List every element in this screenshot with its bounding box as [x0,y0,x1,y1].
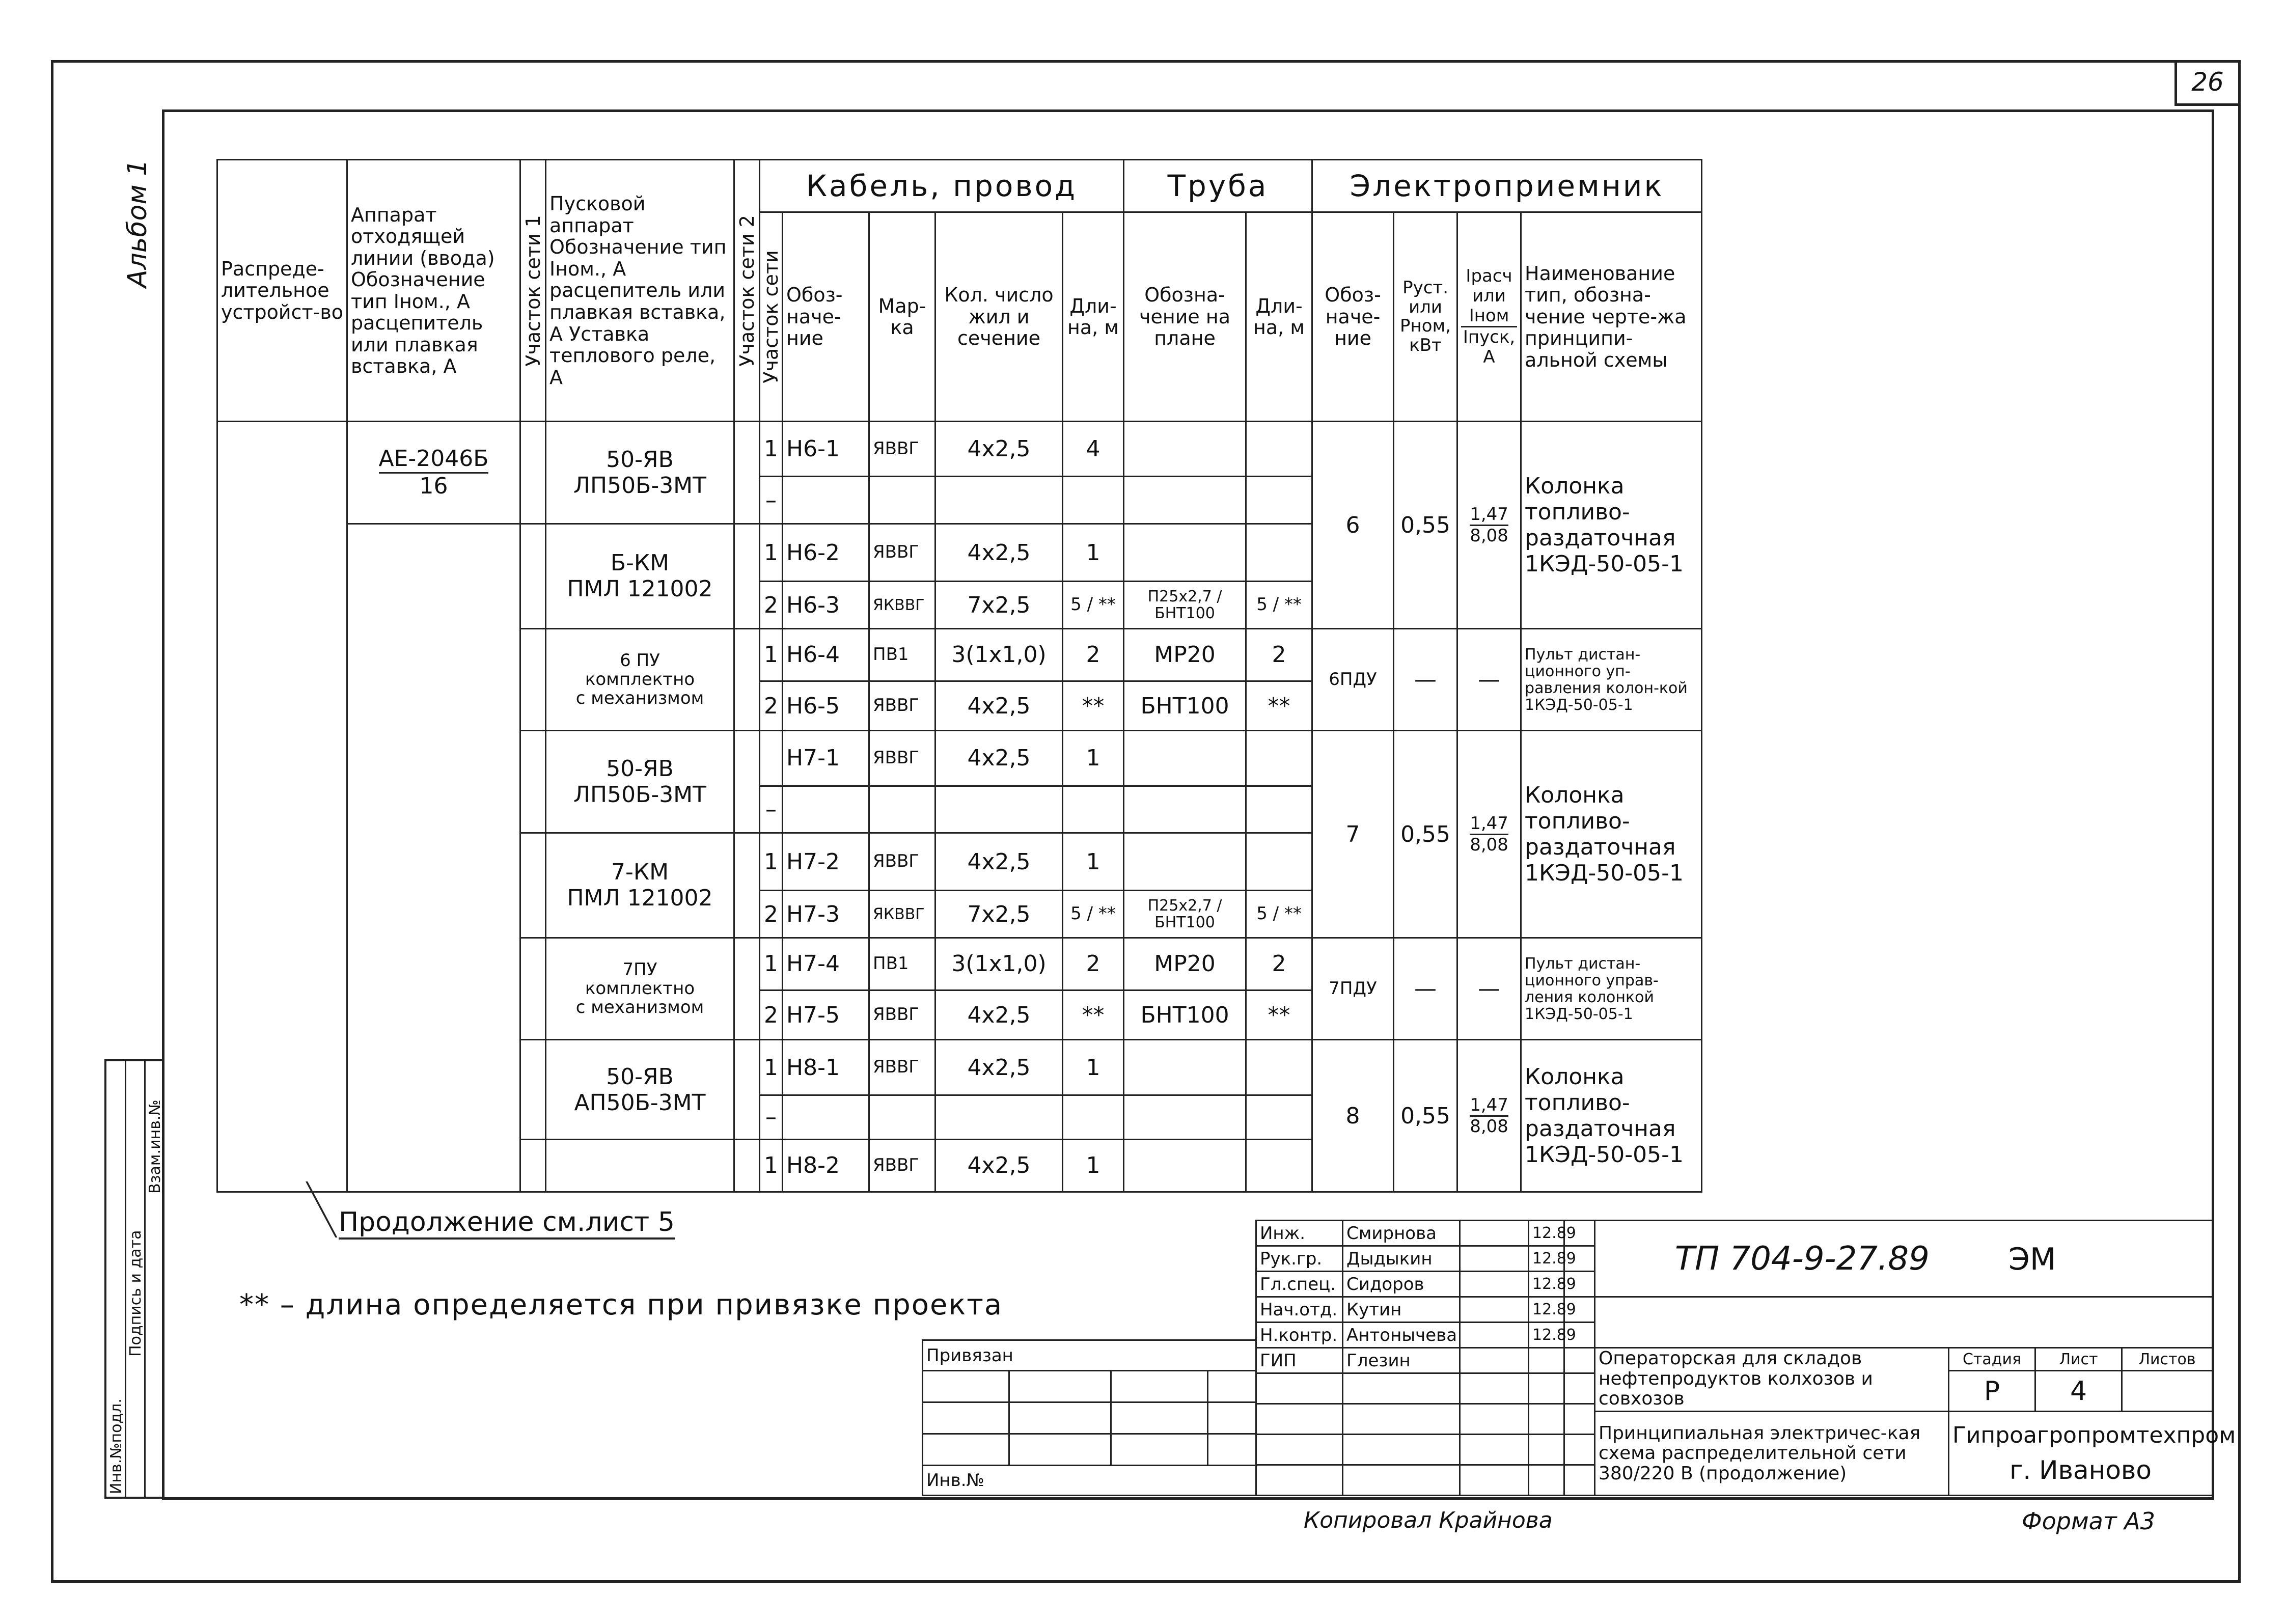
grid-cell [1343,1465,1460,1496]
cable-section: 1 [760,833,783,891]
cable-brand: ЯВВГ [869,990,935,1040]
sheet-label: Лист [2035,1348,2122,1371]
cable-length: 5 / ** [1063,891,1124,938]
cable-section: 1 [760,524,783,582]
grid-cell [1208,1434,1256,1466]
rec-current-frac [1470,814,1508,855]
hdr-starter: Пусковой аппарат Обозначение тип Iном., А расцепитель или плавкая вставка, А Уставка теплового реле, А [546,160,734,422]
sig-signature [1460,1246,1529,1272]
sig-role: ГИП [1256,1348,1343,1373]
cable-brand: ЯКВВГ [869,891,935,938]
apparatus-type: АЕ-2046Б [379,446,489,474]
sig-role: Инж. [1256,1221,1343,1246]
footnote: ** – длина определяется при привязке проекта [239,1288,1003,1322]
sig-date [1529,1348,1564,1373]
grid-cell [1009,1371,1111,1402]
pipe-length [1246,731,1312,786]
format-label: Формат А3 [2022,1507,2155,1535]
rec-current [1457,731,1521,938]
privyazan-label: Привязан [923,1340,1256,1371]
rec-name: Колонка топливо-раздаточная 1КЭД-50-05-1 [1521,1040,1702,1192]
cable-designation: Н6-5 [783,681,869,731]
rec-name: Колонка топливо-раздаточная 1КЭД-50-05-1 [1521,422,1702,628]
sig-name: Кутин [1343,1297,1460,1323]
hdr-rec-current-top: Iрасч или Iном [1461,266,1517,327]
hdr-pipe-length: Дли-на, м [1246,212,1312,422]
sig-name: Смирнова [1343,1221,1460,1246]
starter-line: 7-КМ [611,859,669,886]
grid-cell [1343,1404,1460,1435]
cable-section: 1 [760,1139,783,1192]
rec-designation: 7ПДУ [1312,938,1394,1040]
cable-designation: Н6-2 [783,524,869,582]
grid-cell [1529,1465,1564,1496]
rec-current: — [1457,628,1521,731]
hdr-section-2 [734,160,760,422]
cable-length: 1 [1063,524,1124,582]
starter-cell [546,938,734,1040]
sig-role: Гл.спец. [1256,1272,1343,1297]
sig-name: Глезин [1343,1348,1460,1373]
pipe-designation [1124,524,1246,582]
cable-section: 1 [760,938,783,990]
section2-cell [734,628,760,731]
pipe-designation [1124,786,1246,833]
hdr-rec-current-bottom: Iпуск, А [1463,327,1516,368]
cable-count: 4х2,5 [935,681,1063,731]
apparatus-cell [347,422,520,524]
rec-name: Колонка топливо-раздаточная 1КЭД-50-05-1 [1521,731,1702,938]
sig-signature [1460,1221,1529,1246]
organization: Гипроагропромтехпром [1952,1422,2236,1448]
grid-cell [1009,1434,1111,1466]
stamp-vzam-inv: Взам.инв.№ [146,1099,164,1194]
stage-label: Стадия [1949,1348,2035,1371]
hdr-cable-brand: Мар-ка [869,212,935,422]
cable-count: 3(1х1,0) [935,938,1063,990]
section1-cell [520,524,546,629]
hdr-cable-length: Дли-на, м [1063,212,1124,422]
copied-by: Копировал Крайнова [1304,1507,1553,1533]
hdr-section-2-text: Участок сети 2 [735,214,758,367]
hdr-cable-section-text: Участок сети [760,250,782,383]
starter-cell [546,1040,734,1139]
title-block [1594,1220,2236,1496]
cable-section: – [760,477,783,524]
continuation-text: Продолжение см.лист 5 [339,1207,675,1240]
sig-role: Нач.отд. [1256,1297,1343,1323]
grid-cell [1460,1435,1529,1465]
grid-cell [1256,1404,1343,1435]
sig-name: Антонычева [1343,1323,1460,1348]
cable-designation: Н7-3 [783,891,869,938]
cable-count: 4х2,5 [935,1040,1063,1095]
pipe-designation [1124,731,1246,786]
cable-length [1063,477,1124,524]
album-label [117,109,158,293]
grid-cell [1111,1402,1208,1434]
rec-power: 0,55 [1394,422,1457,628]
cable-length [1063,1095,1124,1139]
cable-section: 2 [760,891,783,938]
hdr-rec-current [1457,212,1521,422]
cable-count: 4х2,5 [935,833,1063,891]
sig-signature [1460,1297,1529,1323]
cable-brand: ЯВВГ [869,731,935,786]
grid-cell [1256,1465,1343,1496]
starter-cell [546,422,734,524]
hdr-cable-count: Кол. число жил и сечение [935,212,1063,422]
cable-length: ** [1063,990,1124,1040]
rec-current-bottom: 8,08 [1470,525,1508,546]
section1-cell [520,731,546,833]
starter-line: АП50Б-3МТ [574,1089,706,1116]
hdr-cable-group: Кабель, провод [760,160,1124,212]
cable-count: 7х2,5 [935,582,1063,629]
sig-role: Рук.гр. [1256,1246,1343,1272]
section2-cell [734,833,760,938]
section1-cell [520,628,546,731]
rec-power: — [1394,628,1457,731]
hdr-pipe-designation: Обозна-чение на плане [1124,212,1246,422]
starter-line: комплектно [585,978,695,999]
sig-signature [1460,1272,1529,1297]
section2-cell [734,1139,760,1192]
cable-designation [783,1095,869,1139]
blank-row [1595,1297,2213,1348]
dist-device-cell [217,422,347,1192]
starter-line: 50-ЯВ [606,756,674,782]
rec-power: 0,55 [1394,1040,1457,1192]
cable-count [935,1095,1063,1139]
cable-section: – [760,786,783,833]
section1-cell [520,833,546,938]
pipe-length: ** [1246,681,1312,731]
doc-mark: ЭМ [2008,1241,2056,1277]
starter-line: ПМЛ 121002 [567,885,713,912]
pipe-length: 2 [1246,938,1312,990]
grid-cell [923,1402,1009,1434]
pipe-designation [1124,1040,1246,1095]
stage-value: Р [1949,1371,2035,1412]
hdr-dist-device: Распреде-лительное устройст-во [217,160,347,422]
cable-designation [783,477,869,524]
pipe-designation [1124,422,1246,477]
section2-cell [734,524,760,629]
cable-count: 7х2,5 [935,891,1063,938]
cable-length: 1 [1063,731,1124,786]
cable-section [760,731,783,786]
cable-count: 4х2,5 [935,1139,1063,1192]
cable-brand: ПВ1 [869,938,935,990]
sig-name: Дыдыкин [1343,1246,1460,1272]
section1-cell [520,1139,546,1192]
rec-current-top: 1,47 [1470,505,1508,526]
pipe-length: 5 / ** [1246,891,1312,938]
cable-brand: ПВ1 [869,628,935,681]
cable-designation: Н6-3 [783,582,869,629]
cable-section: 2 [760,990,783,1040]
hdr-cable-section [760,212,783,422]
rec-current [1457,1040,1521,1192]
grid-cell [923,1371,1009,1402]
pipe-designation: БНТ100 [1124,681,1246,731]
pipe-length [1246,422,1312,477]
hdr-rec-name: Наименование тип, обозна-чение черте-жа принципи-альной схемы [1521,212,1702,422]
apparatus-cell-empty [347,524,520,1192]
pipe-length [1246,477,1312,524]
cable-brand: ЯВВГ [869,1139,935,1192]
section1-cell [520,938,546,1040]
hdr-cable-designation: Обоз-наче-ние [783,212,869,422]
pipe-length: 2 [1246,628,1312,681]
starter-line: Б-КМ [610,550,670,576]
cable-count: 3(1х1,0) [935,628,1063,681]
section2-cell [734,731,760,833]
grid-cell [1460,1404,1529,1435]
starter-line: ПМЛ 121002 [567,576,713,602]
section2-cell [734,938,760,1040]
object-name: Операторская для складов нефтепродуктов колхозов и совхозов [1595,1348,1949,1412]
cable-designation: Н8-2 [783,1139,869,1192]
cable-brand: ЯВВГ [869,422,935,477]
grid-cell [1564,1348,1595,1373]
cable-brand: ЯВВГ [869,681,935,731]
cable-brand: ЯКВВГ [869,582,935,629]
hdr-section-1-text: Участок сети 1 [521,214,544,367]
starter-line: 7ПУ [622,959,657,980]
grid-cell [1111,1434,1208,1466]
cable-length: ** [1063,681,1124,731]
grid-cell [1256,1373,1343,1404]
rec-current-bottom: 8,08 [1470,834,1508,855]
grid-cell [1208,1371,1256,1402]
cable-length [1063,786,1124,833]
rec-current-bottom: 8,08 [1470,1116,1508,1137]
rec-name: Пульт дистан-ционного уп-равления колон-кой 1КЭД-50-05-1 [1521,628,1702,731]
cable-section: 2 [760,582,783,629]
cable-length: 1 [1063,1040,1124,1095]
pipe-designation [1124,1095,1246,1139]
cable-brand: ЯВВГ [869,1040,935,1095]
inv-no-label: Инв.№ [923,1466,1256,1496]
sheet-value: 4 [2035,1371,2122,1412]
sig-role: Н.контр. [1256,1323,1343,1348]
pipe-length [1246,1095,1312,1139]
doc-code: ТП 704-9-27.89 [1675,1240,1930,1278]
pipe-length [1246,1139,1312,1192]
cable-designation: Н7-4 [783,938,869,990]
sig-signature [1460,1323,1529,1348]
starter-cell [546,833,734,938]
rec-current [1457,422,1521,628]
starter-line: с механизмом [575,688,704,709]
starter-line: с механизмом [575,997,704,1018]
grid-cell [1564,1404,1595,1435]
grid-cell [1208,1402,1256,1434]
starter-line: 50-ЯВ [606,1063,674,1090]
grid-cell [1256,1435,1343,1465]
sig-name: Сидоров [1343,1272,1460,1297]
cable-length: 1 [1063,1139,1124,1192]
section1-cell [520,1040,546,1139]
rec-designation: 6 [1312,422,1394,628]
grid-cell [1009,1402,1111,1434]
grid-cell [1564,1465,1595,1496]
starter-cell [546,628,734,731]
cable-brand [869,1095,935,1139]
cable-brand [869,786,935,833]
cable-designation: Н7-2 [783,833,869,891]
starter-cell [546,731,734,833]
pipe-length [1246,1040,1312,1095]
hdr-pipe-group: Труба [1124,160,1312,212]
sig-date: 12.89 [1529,1221,1564,1246]
sig-date: 12.89 [1529,1246,1564,1272]
starter-line: комплектно [585,669,695,690]
pipe-length: 5 / ** [1246,582,1312,629]
cable-length: 5 / ** [1063,582,1124,629]
starter-cell [546,524,734,629]
pipe-length [1246,833,1312,891]
rec-current: — [1457,938,1521,1040]
pipe-designation: П25х2,7 / БНТ100 [1124,891,1246,938]
rec-name: Пульт дистан-ционного управ-ления колонкой 1КЭД-50-05-1 [1521,938,1702,1040]
cable-section: – [760,1095,783,1139]
drawing-name: Принципиальная электричес-кая схема распределительной сети 380/220 В (продолжение) [1595,1412,1949,1496]
cable-count [935,477,1063,524]
cable-count: 4х2,5 [935,731,1063,786]
section2-cell [734,1040,760,1139]
cable-brand [869,477,935,524]
cable-length: 2 [1063,938,1124,990]
cable-count: 4х2,5 [935,524,1063,582]
signature-grid [1255,1220,1595,1496]
apparatus-current: 16 [419,473,448,499]
hdr-rec-current-frac [1461,266,1517,367]
grid-cell [1343,1373,1460,1404]
cable-count: 4х2,5 [935,990,1063,1040]
cable-brand: ЯВВГ [869,524,935,582]
rec-power: — [1394,938,1457,1040]
left-stamp [104,1059,164,1499]
organization-cell [1949,1412,2236,1496]
pipe-designation: БНТ100 [1124,990,1246,1040]
cable-designation: Н7-1 [783,731,869,786]
hdr-receiver-group: Электроприемник [1312,160,1702,212]
privyazan-grid [922,1339,1257,1496]
grid-cell [1529,1404,1564,1435]
continuation-note [339,1207,675,1237]
starter-line: 50-ЯВ [606,447,674,473]
section1-cell [520,422,546,524]
cable-count [935,786,1063,833]
sig-date: 12.89 [1529,1272,1564,1297]
cable-section: 1 [760,1040,783,1095]
cable-length: 4 [1063,422,1124,477]
grid-cell [1529,1435,1564,1465]
rec-designation: 7 [1312,731,1394,938]
doc-code-cell [1595,1221,2213,1297]
pipe-length [1246,786,1312,833]
cable-designation [783,786,869,833]
cable-designation: Н7-5 [783,990,869,1040]
cable-section: 1 [760,628,783,681]
pipe-length: ** [1246,990,1312,1040]
cable-brand: ЯВВГ [869,833,935,891]
city: г. Иваново [2009,1455,2152,1485]
hdr-apparatus: Аппарат отходящей линии (ввода) Обозначение тип Iном., А расцепитель или плавкая вставка, А [347,160,520,422]
sheets-value [2122,1371,2213,1412]
grid-cell [1343,1435,1460,1465]
pipe-designation [1124,477,1246,524]
cable-section: 1 [760,422,783,477]
pipe-length [1246,524,1312,582]
hdr-section-1 [520,160,546,422]
starter-line: 6 ПУ [620,650,660,671]
album-label-text: Альбом 1 [122,159,153,288]
sig-date: 12.89 [1529,1323,1564,1348]
starter-line: ЛП50Б-3МТ [573,782,707,808]
rec-current-frac [1470,505,1508,546]
hdr-rec-power: Руст. или Рном, кВт [1394,212,1457,422]
rec-designation: 8 [1312,1040,1394,1192]
pipe-designation [1124,833,1246,891]
starter-cell-empty [546,1139,734,1192]
rec-current-frac [1470,1095,1508,1137]
distribution-table [216,159,1702,1193]
cable-designation: Н6-4 [783,628,869,681]
stamp-signature-date: Подпись и дата [127,1230,145,1357]
cable-designation: Н8-1 [783,1040,869,1095]
grid-cell [923,1434,1009,1466]
cable-section: 2 [760,681,783,731]
rec-power: 0,55 [1394,731,1457,938]
rec-designation: 6ПДУ [1312,628,1394,731]
rec-current-top: 1,47 [1470,1095,1508,1117]
section2-cell [734,422,760,524]
pipe-designation: П25х2,7 / БНТ100 [1124,582,1246,629]
rec-current-top: 1,47 [1470,814,1508,835]
starter-line: ЛП50Б-3МТ [573,473,707,499]
cable-designation: Н6-1 [783,422,869,477]
grid-cell [1564,1373,1595,1404]
cable-length: 1 [1063,833,1124,891]
grid-cell [1529,1373,1564,1404]
grid-cell [1564,1435,1595,1465]
grid-cell [1460,1465,1529,1496]
grid-cell [1111,1371,1208,1402]
sheets-label: Листов [2122,1348,2213,1371]
pipe-designation: МР20 [1124,628,1246,681]
cable-length: 2 [1063,628,1124,681]
cable-count: 4х2,5 [935,422,1063,477]
hdr-rec-designation: Обоз-наче-ние [1312,212,1394,422]
sheet-number: 26 [2174,60,2238,106]
apparatus-frac [379,446,489,499]
sig-signature [1460,1348,1529,1373]
pipe-designation: МР20 [1124,938,1246,990]
pipe-designation [1124,1139,1246,1192]
grid-cell [1460,1373,1529,1404]
sig-date: 12.89 [1529,1297,1564,1323]
stamp-inv-podl: Инв.№подл. [107,1398,125,1494]
